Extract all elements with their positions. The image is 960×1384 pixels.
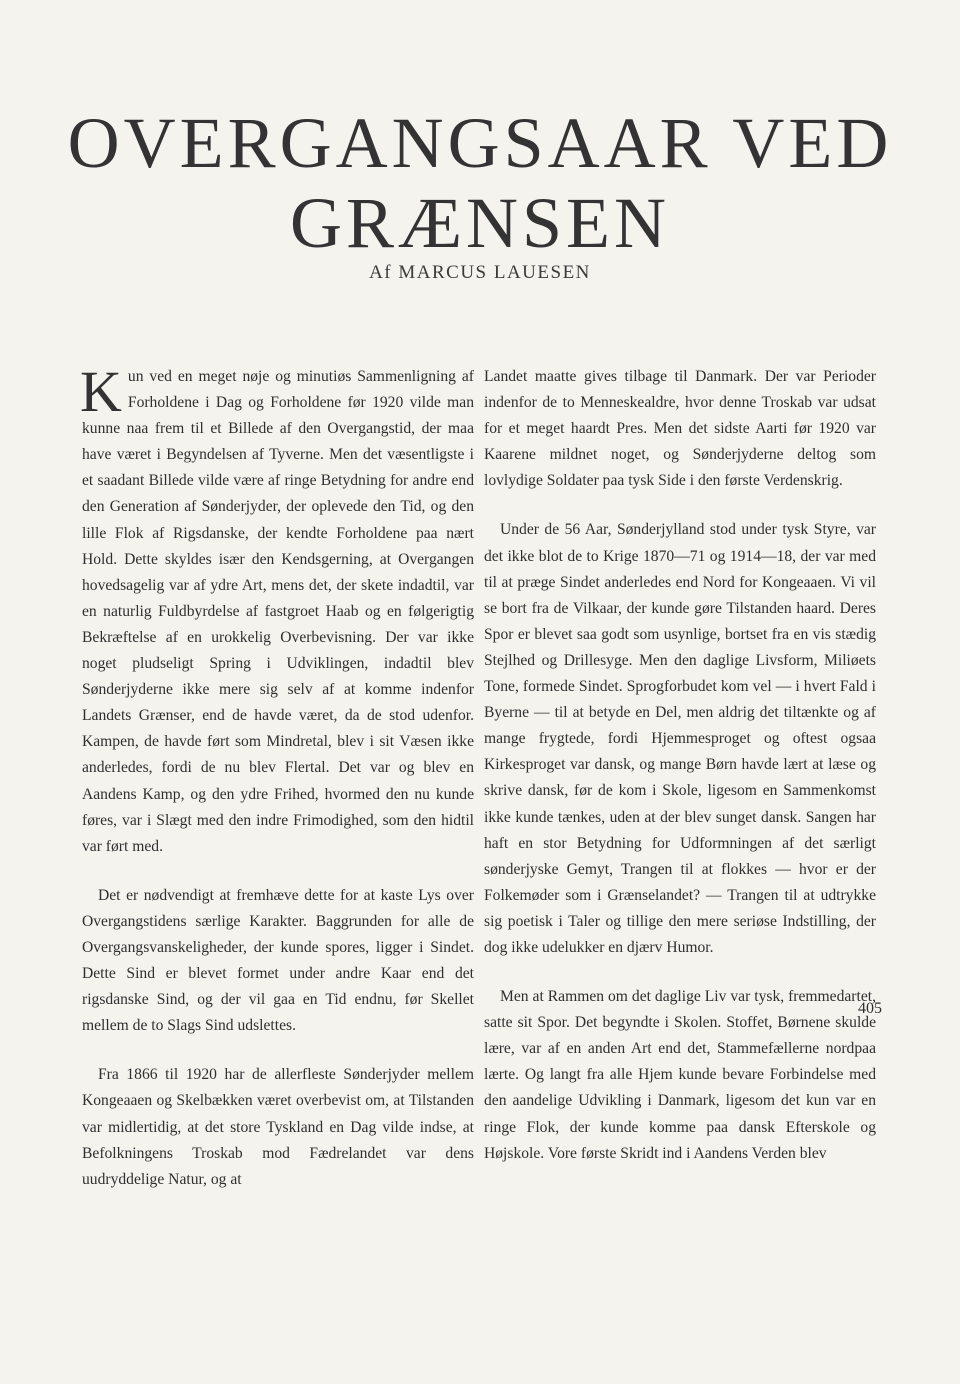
article-title-line-2: GRÆNSEN: [289, 183, 671, 263]
left-paragraph-2: Det er nødvendigt at fremhæve dette for at kaste Lys over Overgangstidens særlige Karakter. Baggrunden for alle de Overgangsvanskeligheder, der kunde spores, ligger i Sindet. Dette Sind er blevet formet under andre Kaar end det rigsdanske Sind, og der vil gaa en Tid endnu, før Skellet mellem de to Slags Sind udslettes.: [82, 886, 474, 1035]
left-paragraph-1-text: un ved en meget nøje og minutiøs Sammenligning af Forholdene i Dag og Forholdene før 1920 vilde man kunne naa frem til et Billede af den Overgangstid, der maa have været i Begyndelsen af Tyverne. Men det væsentligste i et saadant Billede vilde være af ringe Betydning for andre end den Generation af Sønderjyder, der oplevede den Tid, og den lille Flok af Rigsdanske, der kendte Forholdene paa nært Hold. Dette skyldes især den Kendsgerning, at Overgangen hovedsagelig var af ydre Art, mens det, der skete indadtil, var en naturlig Fuldbyrdelse af fastgroet Haab og en følgerigtig Bekræftelse af en urokkelig Overbevisning. Der var ikke noget pludseligt Spring i Udviklingen, indadtil blev Sønderjyderne ikke mere sig selv af at komme indenfor Landets Grænser, end de havde været, da de stod udenfor. Kampen, de havde ført som Mindretal, blev i sit Væsen ikke anderledes, fordi de nu blev Flertal. Det var og blev en Aandens Kamp, og den ydre Frihed, hvormed den nu kunde føres, var i Slægt med den indre Frimodighed, som den hidtil var ført med.: [82, 368, 474, 855]
left-paragraph-3: Fra 1866 til 1920 har de allerfleste Sønderjyder mellem Kongeaaen og Skelbækken været overbevist om, at Tilstanden var midlertidig, at det store Tyskland en Dag vilde indse, at Befolkningens Troskab mod Fædrelandet var dens uudryddelige Natur, og at: [82, 1066, 474, 1188]
right-paragraph-1: Landet maatte gives tilbage til Danmark. Der var Perioder indenfor de to Menneskealdre, hvor denne Troskab var udsat for et meget haardt Pres. Men det sidste Aarti før 1920 var Kaarene mildnet noget, og Sønderjyderne deltog som lovlydige Soldater paa tysk Side i den første Verdenskrig.: [484, 368, 876, 490]
right-column: [484, 364, 876, 1190]
drop-cap: K: [80, 359, 122, 424]
page-number: 405: [858, 1000, 882, 1017]
author-byline: Af MARCUS LAUESEN: [369, 262, 591, 283]
left-paragraph-1: [80, 359, 474, 860]
right-paragraph-3: Men at Rammen om det daglige Liv var tysk, fremmedartet, satte sit Spor. Det begyndte i Skolen. Stoffet, Børnene skulde lære, var af en anden Art end det, Stammefællerne nordpaa lærte. Og langt fra alle Hjem kunde bevare Forbindelse med den aandelige Udvikling i Danmark, ligesom det kun var en ringe Flok, der kunde komme paa dansk Efterskole og Højskole. Vore første Skridt ind i Aandens Verden blev: [484, 988, 876, 1162]
right-paragraph-2: Under de 56 Aar, Sønderjylland stod under tysk Styre, var det ikke blot de to Krige 1870—71 og 1914—18, der var med til at præge Sindet anderledes end Nord for Kongeaaen. Vi vil se bort fra de Vilkaar, der kunde gøre Tilstanden haard. Deres Spor er blevet saa godt som usynlige, bortset fra en vis stædig Stejlhed og Drillesyge. Men den daglige Livsform, Miliøets Tone, formede Sindet. Sprogforbudet kom vel — i hvert Fald i Byerne — til at betyde en Del, men aldrig det tiltænkte og af mange frygtede, fordi Hjemmesproget og oftest ogsaa Kirkesproget var dansk, og mange Børn havde lært at læse og skrive dansk, før de kom i Skole, ligesom en Sammenkomst ikke kunde tænkes, uden at der blev sunget dansk. Sangen har haft en stor Betydning for Udformningen af det særligt sønderjyske Gemyt, Trangen til at flokkes — hvor er der Folkemøder som i Grænselandet? — Trangen til at udtrykke sig poetisk i Taler og tillige den mere seriøse Indstilling, der dog ikke udelukker en djærv Humor.: [484, 521, 876, 956]
article-title-line-1: OVERGANGSAAR VED: [67, 103, 893, 183]
left-column: [80, 359, 474, 1216]
